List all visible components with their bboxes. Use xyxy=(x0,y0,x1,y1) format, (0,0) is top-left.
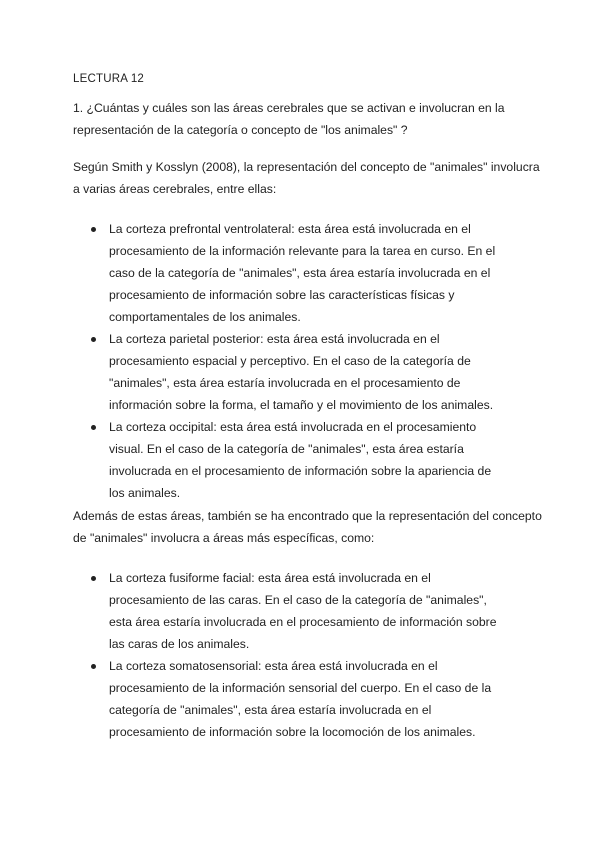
list-item xyxy=(0,416,509,504)
bullet-icon xyxy=(91,337,96,342)
additional-paragraph: Además de estas áreas, también se ha encontrado que la representación del concepto de "animales" involucra a áreas más específicas, como: xyxy=(73,509,542,545)
question-text: 1. ¿Cuántas y cuáles son las áreas cerebrales que se activan e involucran en la representación de la categoría o concepto de "los animales" ? xyxy=(73,101,505,137)
list-item-text: La corteza parietal posterior: esta área está involucrada en el procesamiento espacial y perceptivo. En el caso de la categoría de "animales", esta área estaría involucrada en el procesamiento de información sobre la forma, el tamaño y el movimiento de los animales. xyxy=(109,332,494,412)
list-item-text: La corteza occipital: esta área está involucrada en el procesamiento visual. En el caso de la categoría de "animales", esta área estaría involucrada en el procesamiento de información sobre la apariencia de los animales. xyxy=(109,420,492,500)
intro-paragraph: Según Smith y Kosslyn (2008), la representación del concepto de "animales" involucra a varias áreas cerebrales, entre ellas: xyxy=(73,160,540,196)
specific-areas-list xyxy=(0,567,600,743)
list-item xyxy=(0,218,509,328)
list-item-text: La corteza prefrontal ventrolateral: esta área está involucrada en el procesamiento de la información relevante para la tarea en curso. En el caso de la categoría de "animales", esta área estaría involucrada en el procesamiento de información sobre las características físicas y comportamentales de los animales. xyxy=(109,222,496,324)
bullet-icon xyxy=(91,425,96,430)
list-item xyxy=(0,567,509,655)
list-item-text: La corteza somatosensorial: esta área está involucrada en el procesamiento de la información sensorial del cuerpo. En el caso de la categoría de "animales", esta área estaría involucrada en el procesamiento de información sobre la locomoción de los animales. xyxy=(109,659,492,739)
brain-areas-list xyxy=(0,218,600,504)
list-item xyxy=(0,655,509,743)
bullet-icon xyxy=(91,576,96,581)
bullet-icon xyxy=(91,664,96,669)
list-item-text: La corteza fusiforme facial: esta área está involucrada en el procesamiento de las caras. En el caso de la categoría de "animales", esta área estaría involucrada en el procesamiento de información sobre las caras de los animales. xyxy=(109,571,497,651)
doc-title: LECTURA 12 xyxy=(73,73,145,85)
list-item xyxy=(0,328,509,416)
bullet-icon xyxy=(91,227,96,232)
